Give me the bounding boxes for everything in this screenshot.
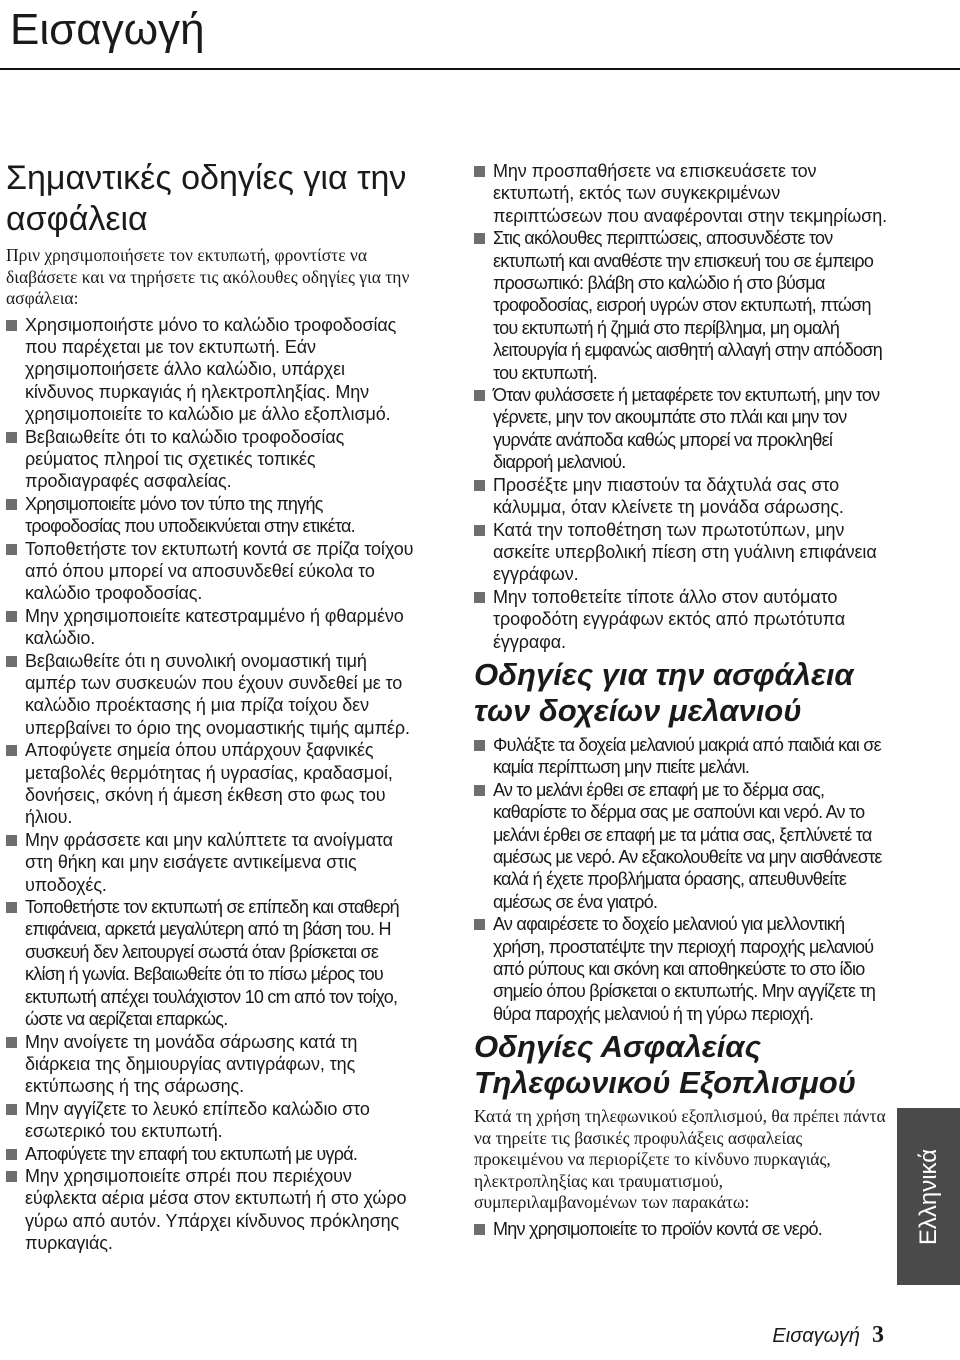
page-number: 3 (872, 1322, 884, 1348)
phone-safety-heading: Οδηγίες Ασφαλείας Τηλεφωνικού Εξοπλισμού (474, 1029, 856, 1101)
list-item: Μην χρησιμοποιείτε σπρέι που περιέχουν εύφλεκτα αέρια μέσα στον εκτυπωτή ή στο χώρο γύρω από αυτόν. Υπάρχει κίνδυνος πρόκλησης πυρκαγιάς. (6, 1165, 418, 1255)
page-title: Εισαγωγή (10, 5, 205, 54)
list-item: Αποφύγετε σημεία όπου υπάρχουν ξαφνικές μεταβολές θερμότητας ή υγρασίας, κραδασμοί, δονήσεις, σκόνη ή άμεση έκθεση στο φως του ήλιου. (6, 739, 418, 829)
list-item: Βεβαιωθείτε ότι το καλώδιο τροφοδοσίας ρεύματος πληροί τις σχετικές τοπικές προδιαγραφές ασφαλείας. (6, 426, 418, 493)
list-item: Τοποθετήστε τον εκτυπωτή σε επίπεδη και σταθερή επιφάνεια, αρκετά μεγαλύτερη από τη βάση του. Η συσκευή δεν λειτουργεί σωστά όταν βρίσκεται σε κλίση ή γωνία. Βεβαιωθείτε ότι το πίσω μέρος του εκτυπωτή απέχει τουλάχιστον 10 cm από τον τοίχο, ώστε να αερίζεται επαρκώς. (6, 896, 418, 1030)
list-item: Στις ακόλουθες περιπτώσεις, αποσυνδέστε τον εκτυπωτή και αναθέστε την επισκευή του σε έμπειρο προσωπικό: βλάβη στο καλώδιο ή στο βύσμα τροφοδοσίας, εισροή υγρών στον εκτυπωτή, πτώση του εκτυπωτή ή ζημιά στο περίβλημα, μη ομαλή λειτουργία ή εμφανώς αισθητή αλλαγή στην απόδοση του εκτυπωτή. (474, 227, 888, 384)
list-item: Μην χρησιμοποιείτε το προϊόν κοντά σε νερό. (474, 1218, 888, 1240)
list-item: Χρησιμοποιήστε μόνο το καλώδιο τροφοδοσίας που παρέχεται με τον εκτυπωτή. Εάν χρησιμοποιήσετε άλλο καλώδιο, υπάρχει κίνδυνος πυρκαγιάς ή ηλεκτροπληξίας. Μην χρησιμοποιείτε το καλώδιο με άλλο εξοπλισμό. (6, 314, 418, 426)
list-item: Μην τοποθετείτε τίποτε άλλο στον αυτόματο τροφοδότη εγγράφων εκτός από πρωτότυπα έγγραφα. (474, 586, 888, 653)
footer-section-name: Εισαγωγή (772, 1325, 860, 1347)
safety-intro: Πριν χρησιμοποιήσετε τον εκτυπωτή, φροντίστε να διαβάσετε και να τηρήσετε τις ακόλουθες οδηγίες για την ασφάλεια: (6, 245, 410, 308)
left-column (6, 158, 418, 1255)
list-item: Αν αφαιρέσετε το δοχείο μελανιού για μελλοντική χρήση, προστατέψτε την περιοχή παροχής μελανιού από ρύπους και σκόνη και αποθηκεύστε το στο ίδιο σημείο όπου βρίσκεται ο εκτυπωτής. Μην αγγίζετε τη θύρα παροχής μελανιού ή τη γύρω περιοχή. (474, 913, 888, 1025)
phone-safety-list (474, 1218, 888, 1240)
list-item: Βεβαιωθείτε ότι η συνολική ονομαστική τιμή αμπέρ των συσκευών που έχουν συνδεθεί με το καλώδιο προέκτασης ή μια πρίζα τοίχου δεν υπερβαίνει το όριο της ονομαστικής τιμής αμπέρ. (6, 650, 418, 740)
list-item: Χρησιμοποιείτε μόνο τον τύπο της πηγής τροφοδοσίας που υποδεικνύεται στην ετικέτα. (6, 493, 418, 538)
list-item: Τοποθετήστε τον εκτυπωτή κοντά σε πρίζα τοίχου από όπου μπορεί να αποσυνδεθεί εύκολα το καλώδιο τροφοδοσίας. (6, 538, 418, 605)
title-rule (0, 68, 960, 70)
right-column (474, 160, 888, 1240)
list-item: Μην προσπαθήσετε να επισκευάσετε τον εκτυπωτή, εκτός των συγκεκριμένων περιπτώσεων που αναφέρονται στην τεκμηρίωση. (474, 160, 888, 227)
list-item: Μην χρησιμοποιείτε κατεστραμμένο ή φθαρμένο καλώδιο. (6, 605, 418, 650)
list-item: Φυλάξτε τα δοχεία μελανιού μακριά από παιδιά και σε καμία περίπτωση μην πιείτε μελάνι. (474, 734, 888, 779)
ink-safety-heading: Οδηγίες για την ασφάλεια των δοχείων μελανιού (474, 656, 854, 728)
language-tab (897, 1108, 960, 1285)
ink-safety-list (474, 734, 888, 1025)
list-item: Όταν φυλάσσετε ή μεταφέρετε τον εκτυπωτή, μην τον γέρνετε, μην τον ακουμπάτε στο πλάι και μην τον γυρνάτε ανάποδα καθώς μπορεί να προκληθεί διαρροή μελανιού. (474, 384, 888, 474)
list-item: Μην ανοίγετε τη μονάδα σάρωσης κατά τη διάρκεια της δημιουργίας αντιγράφων, της εκτύπωσης ή της σάρωσης. (6, 1031, 418, 1098)
phone-safety-intro: Κατά τη χρήση τηλεφωνικού εξοπλισμού, θα πρέπει πάντα να τηρείτε τις βασικές προφυλάξεις ασφαλείας προκειμένου να περιορίζετε το κίνδυνο πυρκαγιάς, ηλεκτροπληξίας και τραυματισμού, συμπεριλαμβανομένων των παρακάτω: (474, 1106, 886, 1213)
language-tab-label: Ελληνικά (914, 1148, 942, 1245)
list-item: Αν το μελάνι έρθει σε επαφή με το δέρμα σας, καθαρίστε το δέρμα σας με σαπούνι και νερό. Αν το μελάνι έρθει σε επαφή με τα μάτια σας, ξεπλύνετέ τα αμέσως με νερό. Αν εξακολουθείτε να μην αισθάνεστε καλά ή έχετε προβλήματα όρασης, απευθυνθείτε αμέσως σε ένα γιατρό. (474, 779, 888, 913)
list-item: Αποφύγετε την επαφή του εκτυπωτή με υγρά. (6, 1143, 418, 1165)
list-item: Μην φράσσετε και μην καλύπτετε τα ανοίγματα στη θήκη και μην εισάγετε αντικείμενα στις υποδοχές. (6, 829, 418, 896)
list-item: Μην αγγίζετε το λευκό επίπεδο καλώδιο στο εσωτερικό του εκτυπωτή. (6, 1098, 418, 1143)
safety-list (6, 314, 418, 1255)
safety-instructions-heading: Σημαντικές οδηγίες για την ασφάλεια (6, 159, 407, 238)
list-item: Προσέξτε μην πιαστούν τα δάχτυλά σας στο κάλυμμα, όταν κλείνετε τη μονάδα σάρωσης. (474, 474, 888, 519)
safety-list-continued (474, 160, 888, 653)
list-item: Κατά την τοποθέτηση των πρωτοτύπων, μην ασκείτε υπερβολική πίεση στη γυάλινη επιφάνεια εγγράφων. (474, 519, 888, 586)
page-footer (772, 1322, 884, 1349)
